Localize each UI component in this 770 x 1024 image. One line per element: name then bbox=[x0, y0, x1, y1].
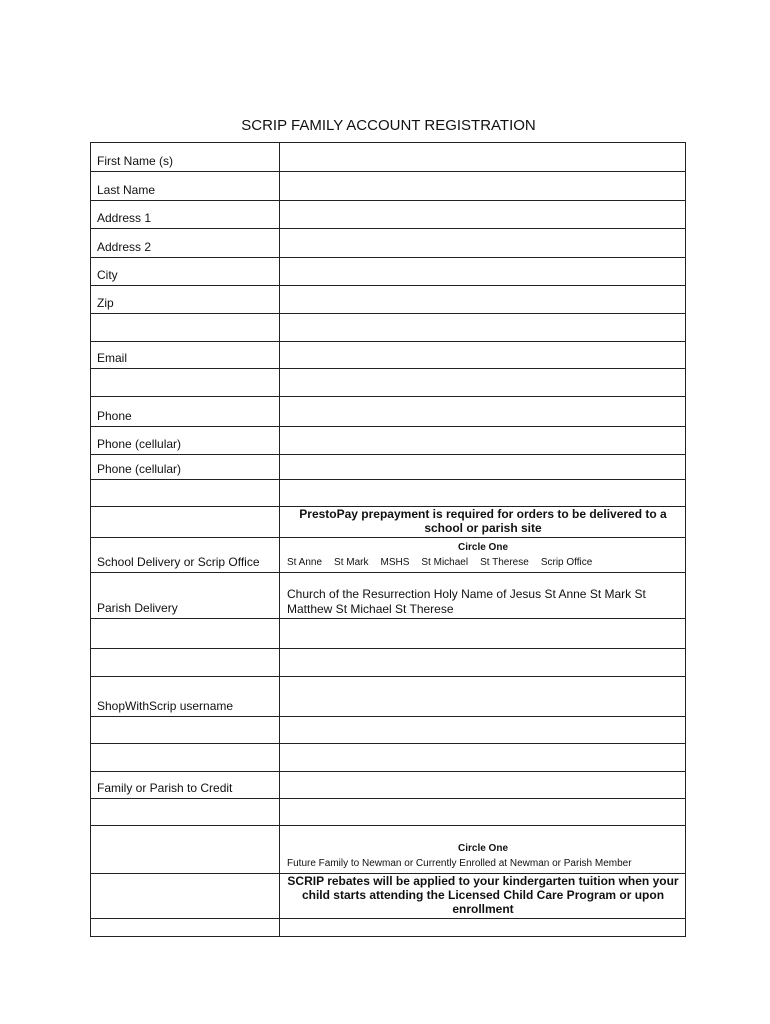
credit-options[interactable] bbox=[280, 826, 686, 874]
label-zip: Zip bbox=[91, 286, 280, 314]
label-email: Email bbox=[91, 342, 280, 369]
blank-input[interactable] bbox=[280, 369, 686, 397]
blank-label bbox=[91, 314, 280, 342]
label-parish-delivery: Parish Delivery bbox=[91, 573, 280, 619]
rebate-note: SCRIP rebates will be applied to your kindergarten tuition when your child starts attending the Licensed Child Care Program or upon enrollment bbox=[280, 874, 686, 919]
option-st-michael[interactable]: St Michael bbox=[421, 557, 469, 568]
blank-label bbox=[91, 649, 280, 677]
option-mshs[interactable]: MSHS bbox=[380, 557, 410, 568]
circle-one-label: Circle One bbox=[457, 542, 509, 553]
option-st-mark[interactable]: St Mark bbox=[334, 557, 369, 568]
blank-input[interactable] bbox=[280, 919, 686, 937]
blank-label bbox=[91, 717, 280, 744]
blank-label bbox=[91, 799, 280, 826]
prestopay-note: PrestoPay prepayment is required for orders to be delivered to a school or parish site bbox=[280, 507, 686, 538]
registration-form bbox=[90, 142, 686, 937]
label-school-delivery: School Delivery or Scrip Office bbox=[91, 538, 280, 573]
label-phone: Phone bbox=[91, 397, 280, 427]
label-address2: Address 2 bbox=[91, 229, 280, 258]
blank-label bbox=[91, 369, 280, 397]
circle-one-label: Circle One bbox=[457, 843, 509, 854]
blank-label bbox=[91, 919, 280, 937]
option-st-therese[interactable]: St Therese bbox=[480, 557, 529, 568]
school-delivery-options[interactable] bbox=[280, 538, 686, 573]
blank-input[interactable] bbox=[280, 744, 686, 772]
label-address1: Address 1 bbox=[91, 201, 280, 229]
option-scrip-office[interactable]: Scrip Office bbox=[540, 557, 593, 568]
input-phone-cellular-1[interactable] bbox=[280, 427, 686, 455]
blank-input[interactable] bbox=[280, 314, 686, 342]
blank-input[interactable] bbox=[280, 619, 686, 649]
input-phone[interactable] bbox=[280, 397, 686, 427]
blank-label bbox=[91, 480, 280, 507]
blank-input[interactable] bbox=[280, 799, 686, 826]
input-address2[interactable] bbox=[280, 229, 686, 258]
label-phone-cellular-2: Phone (cellular) bbox=[91, 455, 280, 480]
blank-label bbox=[91, 507, 280, 538]
parish-delivery-options[interactable]: Church of the Resurrection Holy Name of Jesus St Anne St Mark St Matthew St Michael St Therese bbox=[280, 573, 686, 619]
input-first-name[interactable] bbox=[280, 143, 686, 172]
input-email[interactable] bbox=[280, 342, 686, 369]
input-address1[interactable] bbox=[280, 201, 686, 229]
input-family-credit[interactable] bbox=[280, 772, 686, 799]
label-last-name: Last Name bbox=[91, 172, 280, 201]
blank-input[interactable] bbox=[280, 717, 686, 744]
label-shopwithscrip: ShopWithScrip username bbox=[91, 677, 280, 717]
input-phone-cellular-2[interactable] bbox=[280, 455, 686, 480]
credit-options-text: Future Family to Newman or Currently Enrolled at Newman or Parish Member bbox=[287, 858, 632, 869]
page-title: SCRIP FAMILY ACCOUNT REGISTRATION bbox=[241, 117, 536, 134]
blank-input[interactable] bbox=[280, 649, 686, 677]
input-shopwithscrip[interactable] bbox=[280, 677, 686, 717]
blank-label bbox=[91, 826, 280, 874]
input-zip[interactable] bbox=[280, 286, 686, 314]
label-phone-cellular-1: Phone (cellular) bbox=[91, 427, 280, 455]
label-family-credit: Family or Parish to Credit bbox=[91, 772, 280, 799]
label-first-name: First Name (s) bbox=[91, 143, 280, 172]
blank-label bbox=[91, 619, 280, 649]
blank-label bbox=[91, 874, 280, 919]
blank-input[interactable] bbox=[280, 480, 686, 507]
option-st-anne[interactable]: St Anne bbox=[287, 557, 323, 568]
school-options-list bbox=[287, 555, 679, 570]
blank-label bbox=[91, 744, 280, 772]
label-city: City bbox=[91, 258, 280, 286]
input-city[interactable] bbox=[280, 258, 686, 286]
input-last-name[interactable] bbox=[280, 172, 686, 201]
